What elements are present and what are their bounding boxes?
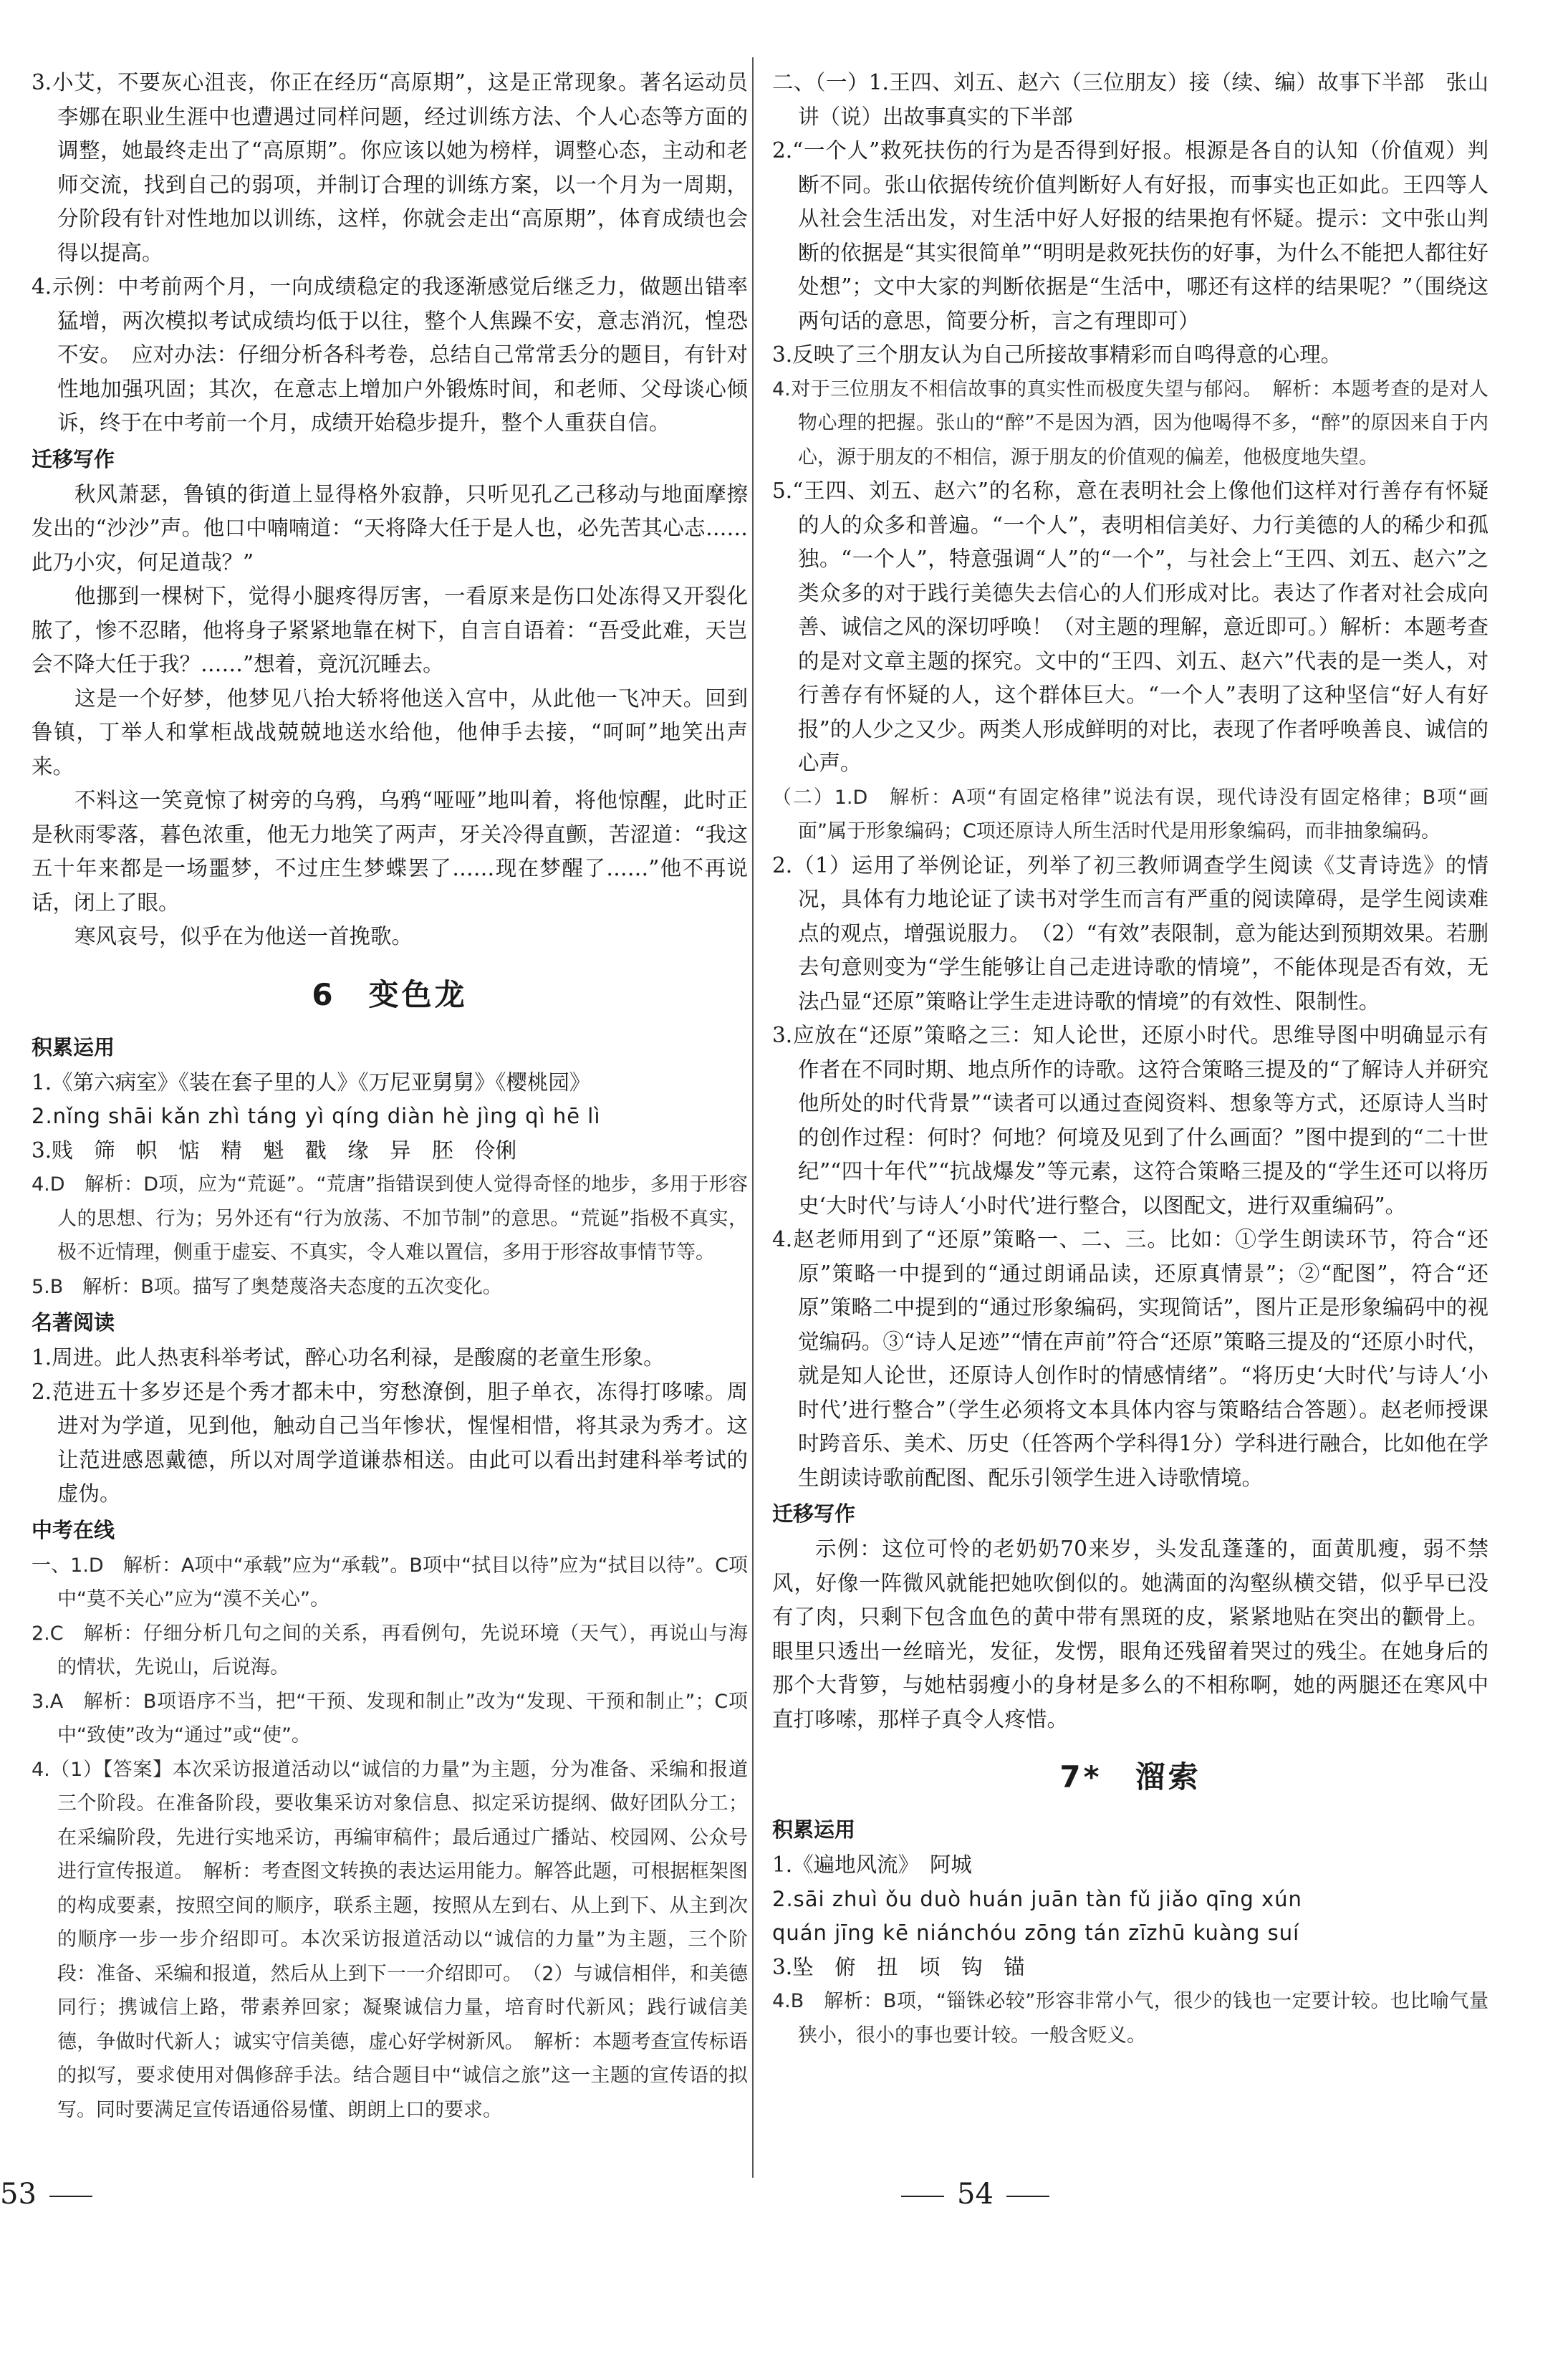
exam-4: 4.（1）【答案】本次采访报道活动以“诚信的力量”为主题，分为准备、采编和报道三个阶段。在准备阶段，要收集采访对象信息、拟定采访提纲、做好团队分工；在采编阶段，先进行实地采访，再编审稿件；最后通过广播站、校园网、公众号进行宣传报道。 解析：考查图文转换的表达运用能力。解答此题，可根据框架图的构成要素，按照空间的顺序，联系主题，按照从左到右、从上到下、从主到次的顺序一步一步介绍即可。本次采访报道活动以“诚信的力量”为主题，三个阶段：准备、采编和报道，然后从上到下一一介绍即可。 （2）与诚信相伴，和美德同行；携诚信上路，带素养回家；凝聚诚信力量，培育时代新风；践行诚信美德，争做时代新人；诚实守信美德，虚心好学树新风。 解析：本题考查宣传标语的拟写，要求使用对偶修辞手法。结合题目中“诚信之旅”这一主题的宣传语的拟写。同时要满足宣传语通俗易懂、朗朗上口的要求。 [32,1758,748,2121]
page-number-left [0,2178,105,2211]
section-heading-writing: 迁移写作 [32,446,115,471]
page-number-right-text: 54 [957,2178,994,2211]
exam-2: 2.C 解析：仔细分析几句之间的关系，再看例句，先说环境（天气），再说山与海的情状，先说山，后说海。 [32,1622,748,1678]
writing-para-3: 这是一个好梦，他梦见八抬大轿将他送入宫中，从此他一飞冲天。回到鲁镇，丁举人和掌柜战战兢兢地送水给他，他伸手去接，“呵呵”地笑出声来。 [32,686,748,779]
lesson-title-7: 7* 溜索 [1059,1759,1201,1794]
page-dash [1006,2196,1049,2197]
writing-example: 示例：这位可怜的老奶奶70来岁，头发乱蓬蓬的，面黄肌瘦，弱不禁风，好像一阵微风就能把她吹倒似的。她满面的沟壑纵横交错，似乎早已没有了肉，只剩下包含血色的黄中带有黑斑的皮，紧紧地贴在突出的颧骨上。眼里只透出一丝暗光，发征，发愣，眼角还残留着哭过的残尘。在她身后的那个大背箩，与她枯弱瘦小的身材是多么的不相称啊，她的两腿还在寒风中直打哆嗦，那样子真令人疼惜。 [772,1537,1488,1731]
accumulate-7-2b: quán jīng kē niánchóu zōng tán zīzhū kuàng suí [772,1921,1300,1945]
left-column [32,66,748,2127]
reading-5: 5.“王四、刘五、赵六”的名称，意在表明社会上像他们这样对行善存有怀疑的人的众多和普遍。“一个人”，表明相信美好、力行美德的人的稀少和孤独。“一个人”，特意强调“人”的“一个”，与社会上“王四、刘五、赵六”之类众多的对于践行美德失去信心的人们形成对比。表达了作者对社会成向善、诚信之风的深切呼唤！（对主题的理解，意近即可。）解析：本题考查的是对文章主题的探究。文中的“王四、刘五、赵六”代表的是一类人，对行善存有怀疑的人，这个群体巨大。“一个人”表明了这种坚信“好人有好报”的人少之又少。两类人形成鲜明的对比，表现了作者呼唤善良、诚信的心声。 [772,479,1488,775]
reading-3: 3.反映了三个朋友认为自己所接故事精彩而自鸣得意的心理。 [772,342,1342,367]
accumulate-3: 3.贱 筛 帜 惦 精 魁 戳 缘 异 胚 伶俐 [32,1138,517,1163]
accumulate-7-3: 3.坠 俯 扭 顷 钩 锚 [772,1954,1025,1979]
answer-3: 3.小艾，不要灰心沮丧，你正在经历“高原期”，这是正常现象。著名运动员李娜在职业生涯中也遭遇过同样问题，经过训练方法、个人心态等方面的调整，她最终走出了“高原期”。你应该以她为榜样，调整心态，主动和老师交流，找到自己的弱项，并制订合理的训练方案，以一个月为一周期，分阶段有针对性地加以训练，这样，你就会走出“高原期”，体育成绩也会得以提高。 [32,70,748,265]
answer-4: 4.示例：中考前两个月，一向成绩稳定的我逐渐感觉后继乏力，做题出错率猛增，两次模拟考试成绩均低于以往，整个人焦躁不安，意志消沉，惶恐不安。 应对办法：仔细分析各科考卷，总结自己常常丢分的题目，有针对性地加强巩固；其次，在意志上增加户外锻炼时间，和老师、父母谈心倾诉，终于在中考前一个月，成绩开始稳步提升，整个人重获自信。 [32,274,748,435]
accumulate-2: 2.nǐng shāi kǎn zhì táng yì qíng diàn hè jìng qì hē lì [32,1104,601,1128]
reading-part2-1: （二）1.D 解析：A项“有固定格律”说法有误，现代诗没有固定格律；B项“画面”属于形象编码；C项还原诗人所生活时代是用形象编码，而非抽象编码。 [772,786,1488,842]
column-divider [752,57,754,2178]
section-heading-classics: 名著阅读 [32,1310,115,1335]
exam-1: 一、1.D 解析：A项中“承载”应为“承载”。B项中“拭目以待”应为“拭目以待”。C项中“莫不关心”应为“漠不关心”。 [32,1554,748,1610]
exam-3: 3.A 解析：B项语序不当，把“干预、发现和制止”改为“发现、干预和制止”；C项中“致使”改为“通过”或“使”。 [32,1690,748,1746]
reading-part2-3: 3.应放在“还原”策略之三：知人论世，还原小时代。思维导图中明确显示有作者在不同时期、地点所作的诗歌。这符合策略三提及的“了解诗人并研究他所处的时代背景”“读者可以通过查阅资料、想象等方式，还原诗人当时的创作过程：何时？何地？何境及见到了什么画面？”图中提到的“二十世纪”“四十年代”“抗战爆发”等元素，这符合策略三提及的“学生还可以将历史‘大时代’与诗人‘小时代’进行整合，以图配文，进行双重编码”。 [772,1023,1488,1218]
writing-para-5: 寒风哀号，似乎在为他送一首挽歌。 [74,924,413,948]
reading-part2-2: 2.（1）运用了举例论证，列举了初三教师调查学生阅读《艾青诗选》的情况，具体有力地论证了读书对学生而言有严重的阅读障碍，是学生阅读难点的观点，增强说服力。 （2）“有效”表限制，意为能达到预期效果。若删去句意则变为“学生能够让自己走进诗歌的情境”，不能体现是否有效，无法凸显“还原”策略让学生走进诗歌的情境”的有效性、限制性。 [772,852,1488,1014]
section-heading-accumulate-2: 积累运用 [772,1817,856,1842]
accumulate-1: 1.《第六病室》《装在套子里的人》《万尼亚舅舅》《樱桃园》 [32,1070,591,1095]
classics-2: 2.范进五十多岁还是个秀才都未中，穷愁潦倒，胆子单衣，冻得打哆嗦。周进对为学道，见到他，触动自己当年惨状，惺惺相惜，将其录为秀才。这让范进感恩戴德，所以对周学道谦恭相送。由此可以看出封建科举考试的虚伪。 [32,1379,748,1506]
right-column [772,66,1488,2052]
writing-para-4: 不料这一笑竟惊了树旁的乌鸦，乌鸦“哑哑”地叫着，将他惊醒，此时正是秋雨零落，暮色浓重，他无力地笑了两声，牙关冷得直颤，苦涩道：“我这五十年来都是一场噩梦，不过庄生梦蝶罢了……现在梦醒了……”他不再说话，闭上了眼。 [32,788,748,915]
section-heading-accumulate: 积累运用 [32,1034,115,1059]
writing-para-1: 秋风萧瑟，鲁镇的街道上显得格外寂静，只听见孔乙己移动与地面摩擦发出的“沙沙”声。他口中喃喃道：“天将降大任于是人也，必先苦其心志……此乃小灾，何足道哉？” [32,481,748,575]
accumulate-5: 5.B 解析：B项。描写了奥楚蔑洛夫态度的五次变化。 [32,1275,502,1298]
page-dash [901,2196,944,2197]
page-dash [49,2196,92,2197]
writing-para-2: 他挪到一棵树下，觉得小腿疼得厉害，一看原来是伤口处冻得又开裂化脓了，惨不忍睹，他将身子紧紧地靠在树下，自言自语着：“吾受此难，天岂会不降大任于我？……”想着，竟沉沉睡去。 [32,584,748,676]
reading-4: 4.对于三位朋友不相信故事的真实性而极度失望与郁闷。 解析：本题考查的是对人物心理的把握。张山的“醉”不是因为酒，因为他喝得不多，“醉”的原因来自于内心，源于朋友的不相信，源于朋友的价值观的偏差，他极度地失望。 [772,378,1488,468]
section-heading-writing-2: 迁移写作 [772,1501,856,1526]
accumulate-7-2a: 2.sāi zhuì ǒu duò huán juān tàn fǔ jiǎo qīng xún [772,1886,1302,1911]
accumulate-7-1: 1.《遍地风流》 阿城 [772,1853,972,1877]
page-number-left-text: 53 [0,2178,37,2211]
accumulate-4: 4.D 解析：D项，应为“荒诞”。“荒唐”指错误到使人觉得奇怪的地步，多用于形容人的思想、行为；另外还有“行为放荡、不加节制”的意思。“荒诞”指极不真实，极不近情理，侧重于虚妄、不真实，令人难以置信，多用于形容故事情节等。 [32,1173,748,1264]
reading-1: 二、（一）1.王四、刘五、赵六（三位朋友）接（续、编）故事下半部 张山讲（说）出故事真实的下半部 [772,70,1488,129]
page-number-right [888,2178,1062,2211]
accumulate-7-4: 4.B 解析：B项，“锱铢必较”形容非常小气，很少的钱也一定要计较。也比喻气量狭小，很小的事也要计较。一般含贬义。 [772,1990,1488,2047]
lesson-title-6: 6 变色龙 [312,976,468,1012]
reading-part2-4: 4.赵老师用到了“还原”策略一、二、三。比如：①学生朗读环节，符合“还原”策略一中提到的“通过朗诵品读，还原真情景”；②“配图”，符合“还原”策略二中提到的“通过形象编码，实现简话”，图片正是形象编码中的视觉编码。③“诗人足迹”“情在声前”符合“还原”策略三提及的“还原小时代，就是知人论世，还原诗人创作时的情感情绪”。“将历史‘大时代’与诗人‘小时代’进行整合”（学生必须将文本具体内容与策略结合答题）。赵老师授课时跨音乐、美术、历史（任答两个学科得1分）学科进行融合，比如他在学生朗读诗歌前配图、配乐引领学生进入诗歌情境。 [772,1227,1488,1490]
reading-2: 2.“一个人”救死扶伤的行为是否得到好报。根源是各自的认知（价值观）判断不同。张山依据传统价值判断好人有好报，而事实也正如此。王四等人从社会生活出发，对生活中好人好报的结果抱有怀疑。提示：文中张山判断的依据是“其实很简单”“明明是救死扶伤的好事，为什么不能把人都往好处想”；文中大家的判断依据是“生活中，哪还有这样的结果呢？”（围绕这两句话的意思，简要分析，言之有理即可） [772,138,1488,333]
section-heading-exam: 中考在线 [32,1517,115,1542]
classics-1: 1.周进。此人热衷科举考试，醉心功名利禄，是酸腐的老童生形象。 [32,1345,665,1370]
